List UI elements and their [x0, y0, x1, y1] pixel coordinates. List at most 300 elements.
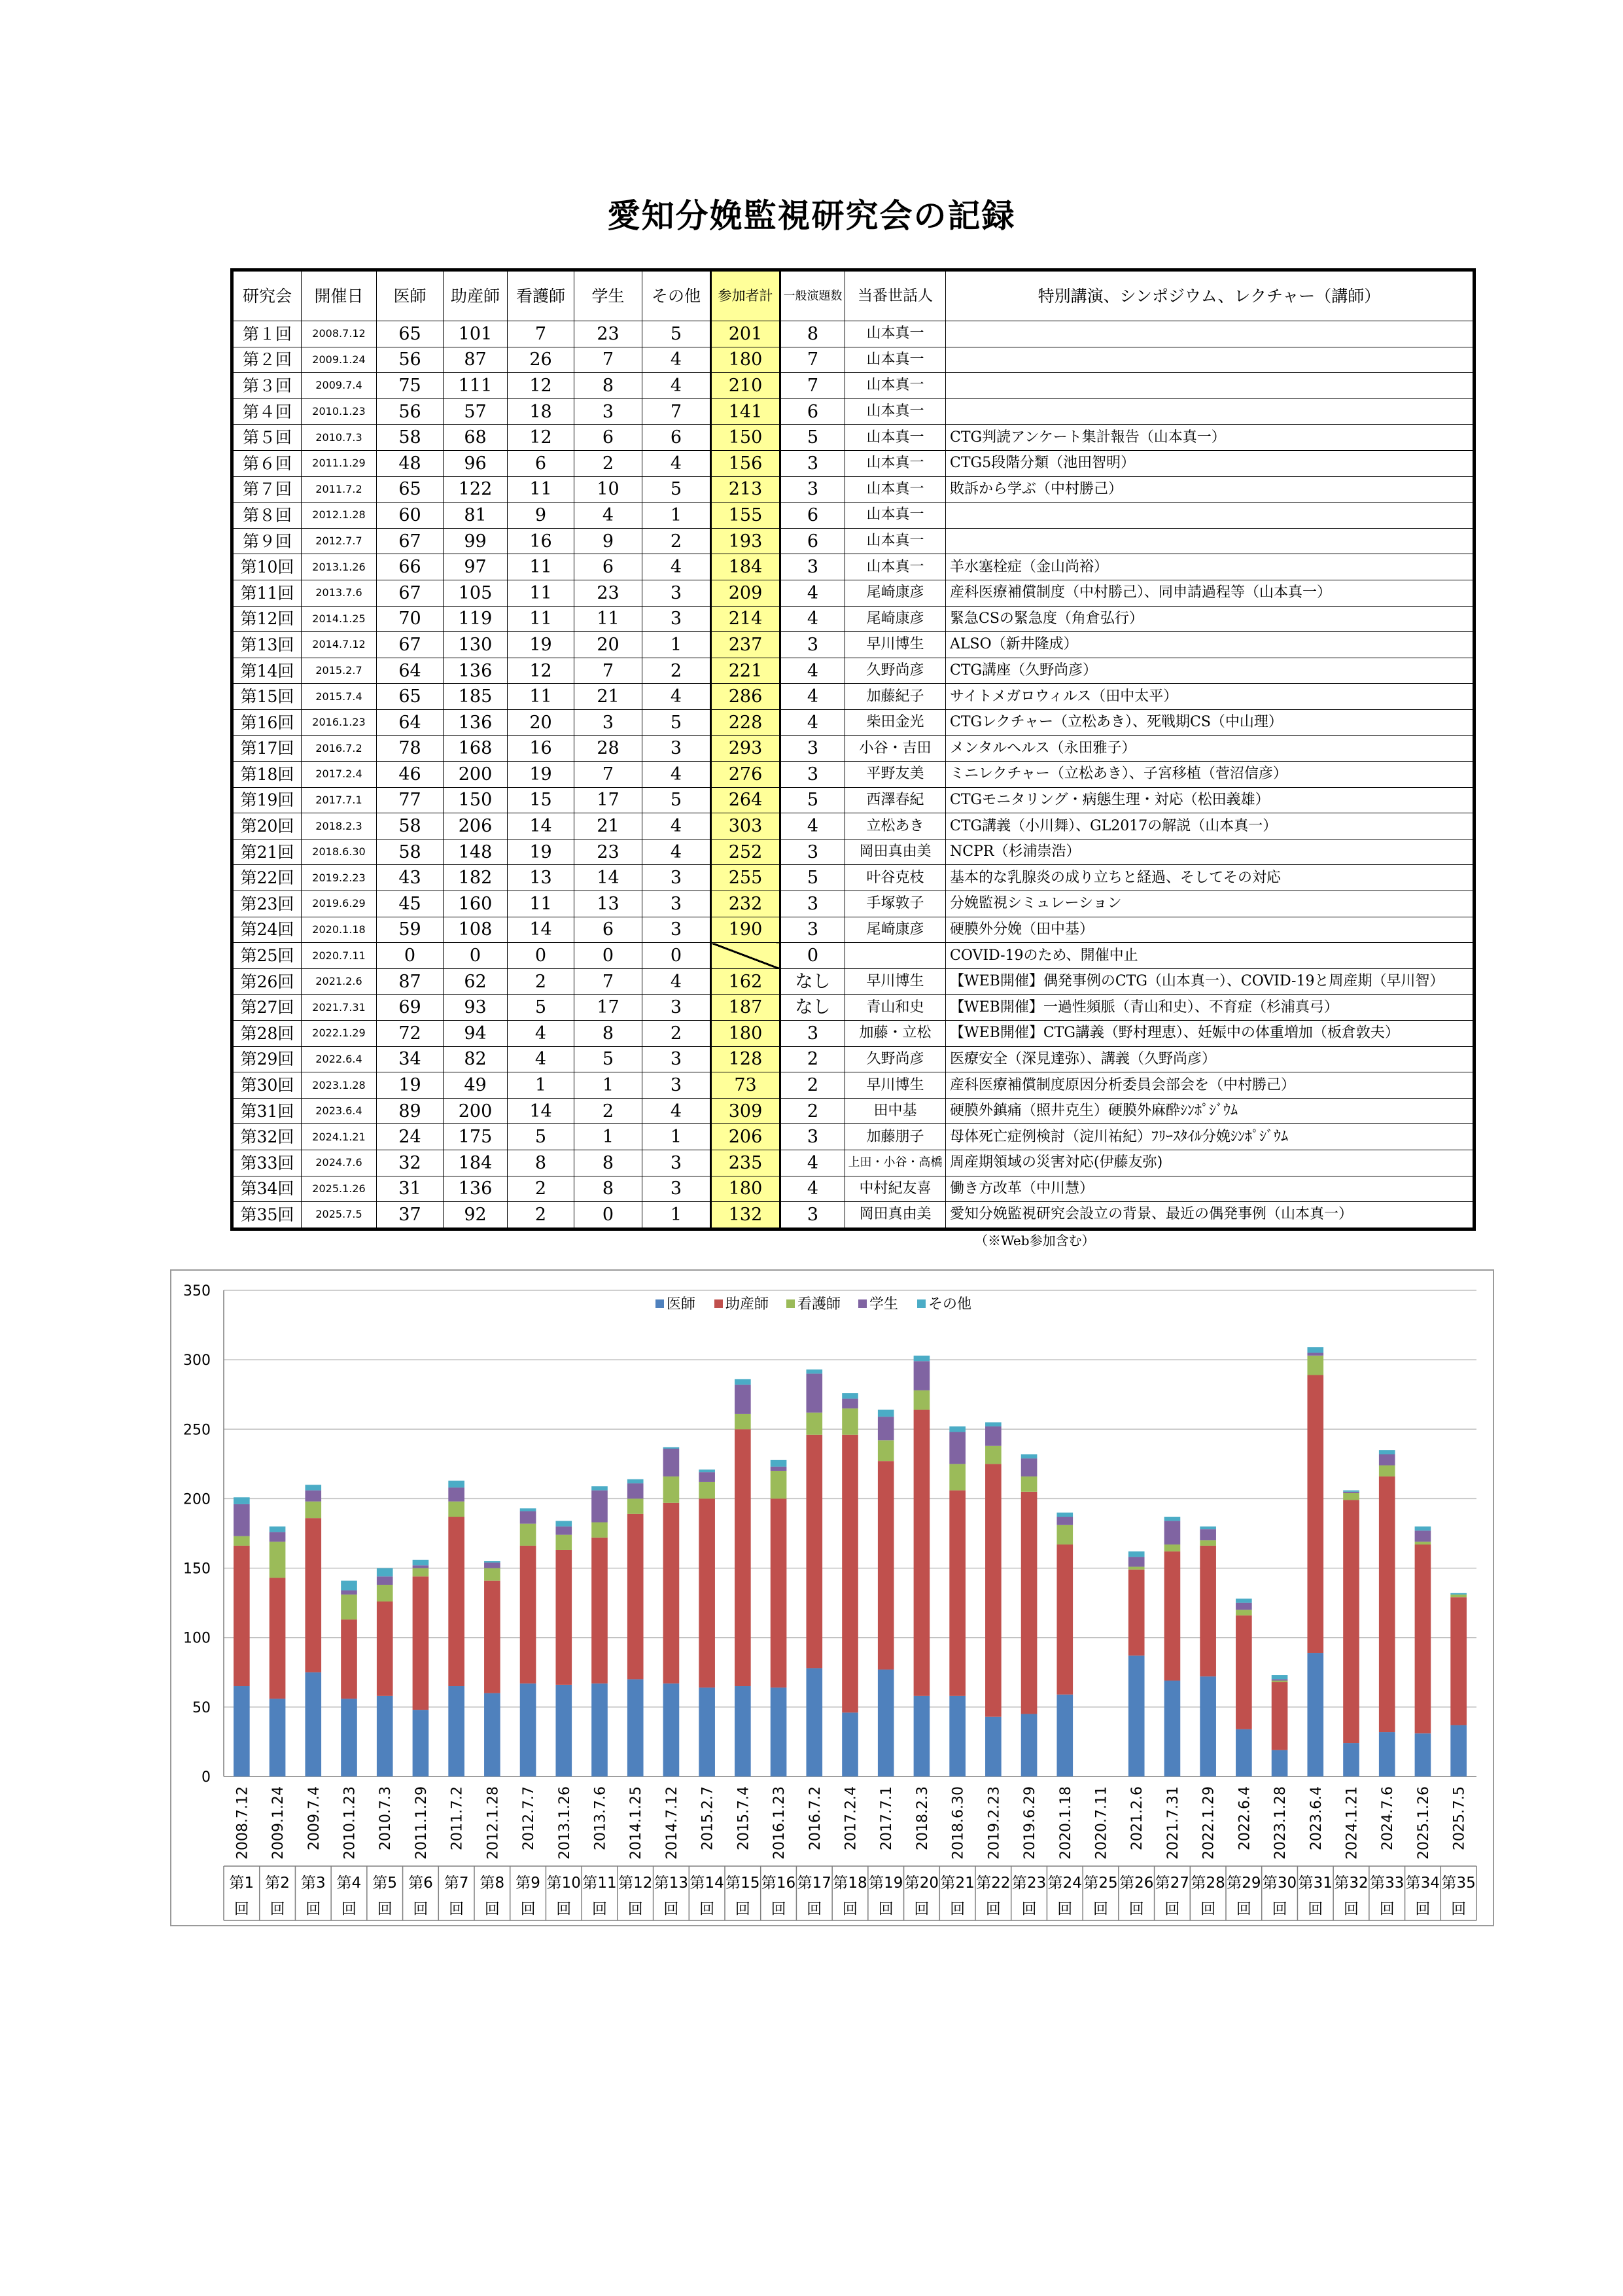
cell-session: 第15回: [232, 684, 302, 710]
cell-presentations: 4: [780, 580, 845, 606]
y-tick-label: 100: [183, 1630, 211, 1647]
cell-nurses: 14: [508, 813, 574, 839]
bar-segment-学生: [842, 1399, 858, 1409]
table-row: [232, 1072, 1475, 1099]
group-label: 回: [1451, 1901, 1467, 1918]
bar-segment-学生: [1021, 1458, 1038, 1477]
table-row: [232, 398, 1475, 425]
attendance-chart: [170, 1269, 1494, 1926]
bar-segment-学生: [520, 1511, 536, 1524]
cell-nurses: 13: [508, 865, 574, 891]
table-row: [232, 1150, 1475, 1176]
table-row: [232, 373, 1475, 399]
cell-doctors: 31: [377, 1176, 444, 1202]
bar-segment-助産師: [1164, 1551, 1181, 1680]
cell-nurses: 16: [508, 735, 574, 762]
bar-segment-学生: [341, 1591, 357, 1595]
bar-segment-学生: [591, 1491, 608, 1523]
bar-segment-学生: [484, 1563, 500, 1568]
cell-others: 5: [642, 321, 711, 347]
cell-lecture: [946, 373, 1475, 399]
bar-segment-医師: [234, 1686, 250, 1776]
group-label: 回: [771, 1901, 786, 1918]
cell-nurses: 26: [508, 347, 574, 373]
cell-others: 6: [642, 425, 711, 451]
header-others: その他: [642, 270, 711, 321]
cell-lecture: 働き方改革（中川慧）: [946, 1176, 1475, 1202]
bar-segment-助産師: [1272, 1682, 1288, 1750]
bar-segment-学生: [1343, 1492, 1359, 1493]
cell-host: 久野尚彦: [845, 1046, 946, 1072]
cell-session: 第16回: [232, 709, 302, 735]
cell-midwives: 82: [444, 1046, 508, 1072]
cell-host: 尾崎康彦: [845, 917, 946, 943]
cell-lecture: 【WEB開催】CTG講義（野村理恵）、妊娠中の体重増加（板倉敦夫）: [946, 1021, 1475, 1047]
group-label: 第31: [1298, 1875, 1333, 1892]
cell-doctors: 43: [377, 865, 444, 891]
cell-session: 第３回: [232, 373, 302, 399]
table-row: [232, 1176, 1475, 1202]
group-label: 回: [807, 1901, 822, 1918]
cell-midwives: 62: [444, 968, 508, 995]
cell-date: 2013.1.26: [302, 554, 377, 580]
cell-others: 5: [642, 709, 711, 735]
cell-total: 255: [711, 865, 780, 891]
bar-segment-学生: [627, 1483, 644, 1498]
group-label: 第28: [1191, 1875, 1225, 1892]
bar-segment-学生: [1307, 1353, 1323, 1356]
bar-segment-看護師: [413, 1568, 429, 1577]
cell-midwives: 92: [444, 1202, 508, 1229]
bar-segment-学生: [1272, 1679, 1288, 1680]
cell-lecture: [946, 528, 1475, 554]
bar-segment-助産師: [878, 1461, 894, 1669]
x-tick-label: 2015.2.7: [699, 1786, 716, 1850]
cell-total: 184: [711, 554, 780, 580]
group-label: 第10: [546, 1875, 581, 1892]
cell-date: 2017.2.4: [302, 762, 377, 788]
cell-lecture: [946, 398, 1475, 425]
group-label: 回: [413, 1901, 428, 1918]
table-row: [232, 450, 1475, 476]
cell-date: 2013.7.6: [302, 580, 377, 606]
cell-lecture: ミニレクチャー（立松あき）、子宮移植（菅沼信彦）: [946, 762, 1475, 788]
bar-segment-その他: [1343, 1491, 1359, 1492]
cell-doctors: 65: [377, 321, 444, 347]
bar-segment-その他: [1415, 1527, 1431, 1530]
cell-presentations: 5: [780, 425, 845, 451]
group-label: 回: [1379, 1901, 1395, 1918]
cell-lecture: 【WEB開催】偶発事例のCTG（山本真一）、COVID-19と周産期（早川智）: [946, 968, 1475, 995]
table-row: [232, 735, 1475, 762]
y-tick-label: 150: [183, 1561, 211, 1578]
table-row: [232, 658, 1475, 684]
cell-total: 150: [711, 425, 780, 451]
bar-segment-学生: [771, 1467, 787, 1471]
x-tick-label: 2024.7.6: [1380, 1786, 1397, 1850]
bar-segment-その他: [555, 1521, 572, 1526]
cell-lecture: CTG判読アンケート集計報告（山本真一）: [946, 425, 1475, 451]
bar-segment-助産師: [1450, 1597, 1467, 1725]
cell-presentations: 4: [780, 684, 845, 710]
cell-nurses: 14: [508, 917, 574, 943]
cell-presentations: 5: [780, 865, 845, 891]
bar-segment-看護師: [699, 1482, 715, 1498]
cell-lecture: 産科医療補償制度（中村勝己）、同申請過程等（山本真一）: [946, 580, 1475, 606]
bar-segment-その他: [234, 1497, 250, 1504]
cell-date: 2025.1.26: [302, 1176, 377, 1202]
cell-session: 第27回: [232, 995, 302, 1021]
bar-segment-看護師: [555, 1535, 572, 1550]
cell-host: 西澤春紀: [845, 787, 946, 813]
x-tick-label: 2013.1.26: [556, 1786, 573, 1860]
cell-total: 180: [711, 1021, 780, 1047]
cell-lecture: COVID-19のため、開催中止: [946, 943, 1475, 969]
cell-students: 2: [574, 450, 642, 476]
cell-date: 2016.7.2: [302, 735, 377, 762]
cell-total: 73: [711, 1072, 780, 1099]
cell-host: 山本真一: [845, 425, 946, 451]
cell-presentations: 2: [780, 1046, 845, 1072]
cell-midwives: 99: [444, 528, 508, 554]
cell-presentations: 5: [780, 787, 845, 813]
group-label: 第6: [408, 1875, 433, 1892]
table-row: [232, 347, 1475, 373]
x-tick-label: 2010.1.23: [341, 1786, 358, 1860]
cell-others: 4: [642, 373, 711, 399]
group-label: 回: [449, 1901, 464, 1918]
bar-segment-看護師: [520, 1524, 536, 1546]
cell-lecture: メンタルヘルス（永田雅子）: [946, 735, 1475, 762]
bar-segment-学生: [1056, 1517, 1073, 1525]
cell-doctors: 45: [377, 891, 444, 917]
cell-lecture: 母体死亡症例検討（淀川祐紀）ﾌﾘｰｽﾀｲﾙ分娩ｼﾝﾎﾟｼﾞｳﾑ: [946, 1124, 1475, 1150]
bar-segment-学生: [555, 1527, 572, 1535]
cell-presentations: 4: [780, 1150, 845, 1176]
cell-host: 山本真一: [845, 398, 946, 425]
group-label: 第24: [1047, 1875, 1082, 1892]
cell-students: 6: [574, 917, 642, 943]
bar-segment-看護師: [1379, 1465, 1395, 1476]
cell-doctors: 60: [377, 503, 444, 529]
cell-midwives: 93: [444, 995, 508, 1021]
cell-midwives: 119: [444, 606, 508, 632]
cell-total: 228: [711, 709, 780, 735]
header-lectures: 特別講演、シンポジウム、レクチャー（講師）: [946, 270, 1475, 321]
x-tick-label: 2020.7.11: [1093, 1786, 1110, 1860]
x-tick-label: 2009.1.24: [270, 1786, 287, 1860]
bar-segment-助産師: [270, 1578, 286, 1699]
cell-midwives: 150: [444, 787, 508, 813]
bar-segment-学生: [270, 1532, 286, 1542]
cell-students: 7: [574, 347, 642, 373]
bar-segment-看護師: [806, 1413, 822, 1435]
bar-segment-看護師: [1307, 1356, 1323, 1375]
cell-presentations: 7: [780, 373, 845, 399]
cell-midwives: 175: [444, 1124, 508, 1150]
cell-others: 2: [642, 658, 711, 684]
bar-segment-その他: [1450, 1593, 1467, 1595]
cell-host: 尾崎康彦: [845, 606, 946, 632]
x-tick-label: 2012.7.7: [521, 1786, 538, 1850]
cell-doctors: 58: [377, 813, 444, 839]
cell-host: 山本真一: [845, 373, 946, 399]
cell-total: 214: [711, 606, 780, 632]
cell-nurses: 19: [508, 839, 574, 865]
group-label: 第11: [582, 1875, 617, 1892]
table-row: [232, 606, 1475, 632]
cell-doctors: 75: [377, 373, 444, 399]
y-tick-label: 250: [183, 1422, 211, 1439]
cell-others: 3: [642, 1150, 711, 1176]
bar-segment-その他: [341, 1581, 357, 1591]
cell-midwives: 136: [444, 1176, 508, 1202]
cell-students: 7: [574, 968, 642, 995]
group-label: 第23: [1011, 1875, 1047, 1892]
cell-midwives: 108: [444, 917, 508, 943]
bar-segment-その他: [305, 1485, 321, 1490]
cell-midwives: 136: [444, 709, 508, 735]
cell-lecture: [946, 321, 1475, 347]
bar-segment-医師: [1056, 1695, 1073, 1776]
attendance-chart-svg: [171, 1271, 1493, 1925]
cell-doctors: 70: [377, 606, 444, 632]
bar-segment-助産師: [735, 1429, 751, 1686]
cell-nurses: 19: [508, 632, 574, 658]
cell-lecture: 羊水塞栓症（金山尚裕）: [946, 554, 1475, 580]
cell-host: 岡田真由美: [845, 839, 946, 865]
group-label: 回: [985, 1901, 1001, 1918]
cell-doctors: 64: [377, 709, 444, 735]
cell-date: 2014.1.25: [302, 606, 377, 632]
cell-students: 6: [574, 554, 642, 580]
cell-session: 第35回: [232, 1202, 302, 1229]
cell-date: 2019.2.23: [302, 865, 377, 891]
bar-segment-助産師: [1200, 1546, 1216, 1677]
bar-segment-看護師: [1450, 1595, 1467, 1597]
cell-total: 264: [711, 787, 780, 813]
cell-nurses: 2: [508, 1176, 574, 1202]
cell-midwives: 200: [444, 762, 508, 788]
cell-students: 17: [574, 787, 642, 813]
cell-lecture: 医療安全（深見達弥）、講義（久野尚彦）: [946, 1046, 1475, 1072]
table-row: [232, 943, 1475, 969]
group-label: 第20: [904, 1875, 939, 1892]
cell-presentations: 8: [780, 321, 845, 347]
group-label: 第29: [1227, 1875, 1261, 1892]
cell-nurses: 6: [508, 450, 574, 476]
bar-segment-学生: [1415, 1530, 1431, 1542]
cell-others: 4: [642, 554, 711, 580]
cell-host: 田中基: [845, 1098, 946, 1124]
cell-session: 第12回: [232, 606, 302, 632]
cell-host: 手塚敦子: [845, 891, 946, 917]
cell-lecture: サイトメガロウィルス（田中太平）: [946, 684, 1475, 710]
group-label: 第26: [1119, 1875, 1154, 1892]
bar-segment-その他: [484, 1561, 500, 1563]
bar-segment-その他: [520, 1508, 536, 1511]
cell-students: 2: [574, 1098, 642, 1124]
cell-nurses: 20: [508, 709, 574, 735]
cell-nurses: 11: [508, 580, 574, 606]
cell-lecture: [946, 347, 1475, 373]
bar-segment-その他: [842, 1393, 858, 1398]
cell-lecture: 愛知分娩監視研究会設立の背景、最近の偶発事例（山本真一）: [946, 1202, 1475, 1229]
cell-lecture: 基本的な乳腺炎の成り立ちと経過、そしてその対応: [946, 865, 1475, 891]
group-label: 回: [592, 1901, 607, 1918]
bar-segment-看護師: [377, 1585, 393, 1601]
cell-doctors: 34: [377, 1046, 444, 1072]
x-tick-label: 2021.2.6: [1129, 1786, 1146, 1850]
cell-lecture: 硬膜外分娩（田中基）: [946, 917, 1475, 943]
header-date: 開催日: [302, 270, 377, 321]
cell-host: 平野友美: [845, 762, 946, 788]
cell-total: 155: [711, 503, 780, 529]
x-tick-label: 2014.1.25: [628, 1786, 645, 1860]
cell-date: 2021.2.6: [302, 968, 377, 995]
group-label: 回: [663, 1901, 679, 1918]
cell-doctors: 77: [377, 787, 444, 813]
cell-host: 岡田真由美: [845, 1202, 946, 1229]
cell-presentations: 4: [780, 813, 845, 839]
cell-total: 209: [711, 580, 780, 606]
cell-host: 尾崎康彦: [845, 580, 946, 606]
group-label: 回: [305, 1901, 321, 1918]
group-label: 回: [556, 1901, 572, 1918]
cell-session: 第６回: [232, 450, 302, 476]
cell-date: 2024.1.21: [302, 1124, 377, 1150]
bar-segment-看護師: [878, 1440, 894, 1461]
cell-lecture: 周産期領域の災害対応(伊藤友弥): [946, 1150, 1475, 1176]
bar-segment-看護師: [1272, 1681, 1288, 1682]
cell-nurses: 9: [508, 503, 574, 529]
x-tick-label: 2008.7.12: [234, 1786, 251, 1860]
bar-segment-助産師: [806, 1435, 822, 1669]
y-tick-label: 300: [183, 1352, 211, 1369]
y-tick-label: 200: [183, 1491, 211, 1508]
group-label: 回: [234, 1901, 249, 1918]
cell-lecture: [946, 503, 1475, 529]
group-label: 第25: [1083, 1875, 1118, 1892]
group-label: 第13: [654, 1875, 689, 1892]
cell-total: 286: [711, 684, 780, 710]
cell-session: 第２回: [232, 347, 302, 373]
group-label: 回: [1308, 1901, 1323, 1918]
legend-label: 医師: [667, 1296, 696, 1313]
cell-host: 山本真一: [845, 554, 946, 580]
cell-presentations: 4: [780, 709, 845, 735]
cell-total: 213: [711, 476, 780, 503]
cell-session: 第13回: [232, 632, 302, 658]
cell-presentations: 4: [780, 606, 845, 632]
cell-session: 第11回: [232, 580, 302, 606]
bar-segment-その他: [1128, 1551, 1145, 1557]
cell-others: 7: [642, 398, 711, 425]
cell-total: 237: [711, 632, 780, 658]
header-midwives: 助産師: [444, 270, 508, 321]
group-label: 第32: [1334, 1875, 1369, 1892]
cell-others: 4: [642, 450, 711, 476]
table-row: [232, 321, 1475, 347]
cell-students: 1: [574, 1072, 642, 1099]
cell-host: 早川博生: [845, 632, 946, 658]
x-tick-label: 2021.7.31: [1164, 1786, 1181, 1860]
cell-others: 4: [642, 762, 711, 788]
cell-midwives: 148: [444, 839, 508, 865]
cell-others: 3: [642, 891, 711, 917]
bar-segment-学生: [878, 1417, 894, 1440]
cell-doctors: 67: [377, 632, 444, 658]
cell-date: 2010.7.3: [302, 425, 377, 451]
cell-total: 303: [711, 813, 780, 839]
bar-segment-その他: [1307, 1347, 1323, 1352]
cell-host: 叶谷克枝: [845, 865, 946, 891]
bar-segment-医師: [484, 1693, 500, 1776]
x-tick-label: 2014.7.12: [663, 1786, 680, 1860]
cell-date: 2019.6.29: [302, 891, 377, 917]
cell-midwives: 0: [444, 943, 508, 969]
bar-segment-医師: [1272, 1750, 1288, 1776]
group-label: 第7: [444, 1875, 469, 1892]
table-row: [232, 684, 1475, 710]
cell-midwives: 184: [444, 1150, 508, 1176]
group-label: 第2: [265, 1875, 290, 1892]
cell-session: 第26回: [232, 968, 302, 995]
bar-segment-助産師: [1128, 1570, 1145, 1656]
cell-presentations: 3: [780, 839, 845, 865]
cell-midwives: 49: [444, 1072, 508, 1099]
group-label: 第12: [618, 1875, 653, 1892]
bar-segment-学生: [699, 1472, 715, 1482]
cell-presentations: 3: [780, 917, 845, 943]
header-nurses: 看護師: [508, 270, 574, 321]
group-label: 第14: [689, 1875, 724, 1892]
group-label: 回: [1272, 1901, 1287, 1918]
group-label: 第21: [940, 1875, 975, 1892]
cell-total: 132: [711, 1202, 780, 1229]
cell-others: 3: [642, 865, 711, 891]
table-row: [232, 709, 1475, 735]
cell-midwives: 206: [444, 813, 508, 839]
table-row: [232, 528, 1475, 554]
cell-total: 128: [711, 1046, 780, 1072]
cell-students: 20: [574, 632, 642, 658]
bar-segment-助産師: [1379, 1476, 1395, 1732]
records-table: [230, 268, 1476, 1231]
cell-date: 2012.1.28: [302, 503, 377, 529]
cell-nurses: 14: [508, 1098, 574, 1124]
bar-segment-医師: [1343, 1743, 1359, 1776]
bar-segment-その他: [699, 1470, 715, 1472]
bar-segment-助産師: [377, 1602, 393, 1696]
bar-segment-医師: [1021, 1714, 1038, 1776]
cell-doctors: 65: [377, 476, 444, 503]
cell-session: 第25回: [232, 943, 302, 969]
legend-swatch: [655, 1299, 664, 1308]
bar-segment-その他: [878, 1410, 894, 1417]
cell-students: 7: [574, 762, 642, 788]
bar-segment-助産師: [305, 1518, 321, 1672]
group-label: 回: [520, 1901, 536, 1918]
bar-segment-助産師: [1343, 1500, 1359, 1743]
cell-date: 2022.6.4: [302, 1046, 377, 1072]
cell-host: 小谷・吉田: [845, 735, 946, 762]
group-label: 回: [627, 1901, 643, 1918]
cell-midwives: 185: [444, 684, 508, 710]
cell-session: 第30回: [232, 1072, 302, 1099]
cell-nurses: 11: [508, 476, 574, 503]
cell-nurses: 16: [508, 528, 574, 554]
